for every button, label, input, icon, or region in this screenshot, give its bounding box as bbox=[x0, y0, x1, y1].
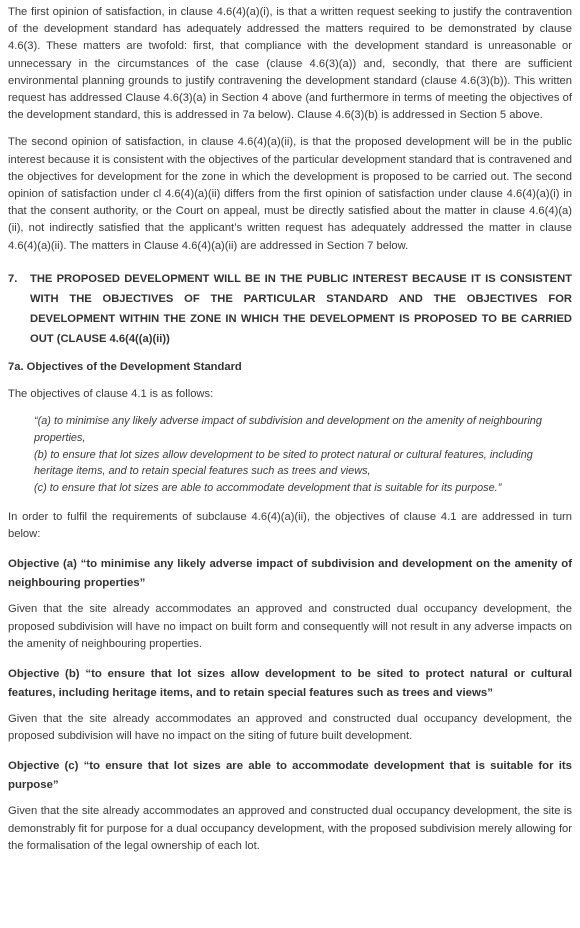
objective-a-heading: Objective (a) “to minimise any likely adverse impact of subdivision and development on the amenity of neighbouring properties” bbox=[8, 558, 572, 590]
fulfil-requirements-text: In order to fulfil the requirements of subclause 4.6(4)(a)(ii), the objectives of clause 4.1 are addressed in turn below: bbox=[8, 511, 572, 541]
paragraph-first-opinion: The first opinion of satisfaction, in clause 4.6(4)(a)(i), is that a written request seeking to justify the contravention of the development standard has adequately addressed the matters required to be demonstrated by clause 4.6(3). These matters are twofold: first, that compliance with the development standard is unreasonable or unnecessary in the circumstances of the case (clause 4.6(3)(a)) and, secondly, that there are sufficient environmental planning grounds to justify contravening the development standard (clause 4.6(3)(b)). This written request has addressed Clause 4.6(3)(a) in Section 4 above (and furthermore in terms of meeting the objectives of the development standard, this is addressed in 7a below). Clause 4.6(3)(b) is addressed in Section 5 above. bbox=[8, 6, 572, 122]
paragraph-second-opinion: The second opinion of satisfaction, in clause 4.6(4)(a)(ii), is that the proposed development will be in the public interest because it is consistent with the objectives of the particular development standard that is contravened and the objectives for development for the zone in which the development is proposed to be carried out. The second opinion of satisfaction under cl 4.6(4)(a)(ii) differs from the first opinion of satisfaction under clause 4.6(4)(a)(i) in that the consent authority, or the Court on appeal, must be directly satisfied about the matter in clause 4.6(4)(a)(ii), not indirectly satisfied that the applicant’s written request has adequately addressed the matter in clause 4.6(4)(a)(ii). The matters in Clause 4.6(4)(a)(ii) are addressed in Section 7 below. bbox=[8, 136, 572, 252]
quote-item-a: “(a) to minimise any likely adverse impact of subdivision and development on the amenity of neighbouring properties, bbox=[34, 415, 542, 444]
objective-b-heading: Objective (b) “to ensure that lot sizes allow development to be sited to protect natural or cultural features, including heritage items, and to retain special features such as trees and views” bbox=[8, 668, 572, 700]
objectives-quote bbox=[8, 413, 572, 497]
objective-c-body: Given that the site already accommodates an approved and constructed dual occupancy development, the site is demonstrably fit for purpose for a dual occupancy development, with the proposed subdivision merely allowing for the formalisation of the legal ownership of each lot. bbox=[8, 805, 572, 852]
objectives-intro: The objectives of clause 4.1 is as follows: bbox=[8, 387, 214, 400]
quote-item-b: (b) to ensure that lot sizes allow development to be sited to protect natural or cultural features, including heritage items, and to retain special features such as trees and views, bbox=[34, 448, 533, 478]
objective-b-body: Given that the site already accommodates an approved and constructed dual occupancy development, the proposed subdivision will have no impact on the siting of future built development. bbox=[8, 713, 572, 743]
section-7a-heading: 7a. Objectives of the Development Standard bbox=[8, 360, 242, 373]
section-7-number: 7. bbox=[8, 272, 18, 285]
section-7-heading bbox=[8, 269, 572, 349]
objective-a-body: Given that the site already accommodates an approved and constructed dual occupancy development, the proposed subdivision will have no impact on built form and consequently will not result in any adverse impacts on the amenity of neighbouring properties. bbox=[8, 603, 572, 650]
section-7-title: THE PROPOSED DEVELOPMENT WILL BE IN THE PUBLIC INTEREST BECAUSE IT IS CONSISTENT WITH THE OBJECTIVES OF THE PARTICULAR STANDARD AND THE OBJECTIVES FOR DEVELOPMENT WITHIN THE ZONE IN WHICH THE DEVELOPMENT IS PROPOSED TO BE CARRIED OUT (CLAUSE 4.6(4((a)(ii)) bbox=[30, 272, 572, 345]
quote-item-c: (c) to ensure that lot sizes are able to accommodate development that is suitable for its purpose.” bbox=[34, 482, 502, 495]
objective-c-heading: Objective (c) “to ensure that lot sizes are able to accommodate development that is suitable for its purpose” bbox=[8, 760, 572, 792]
